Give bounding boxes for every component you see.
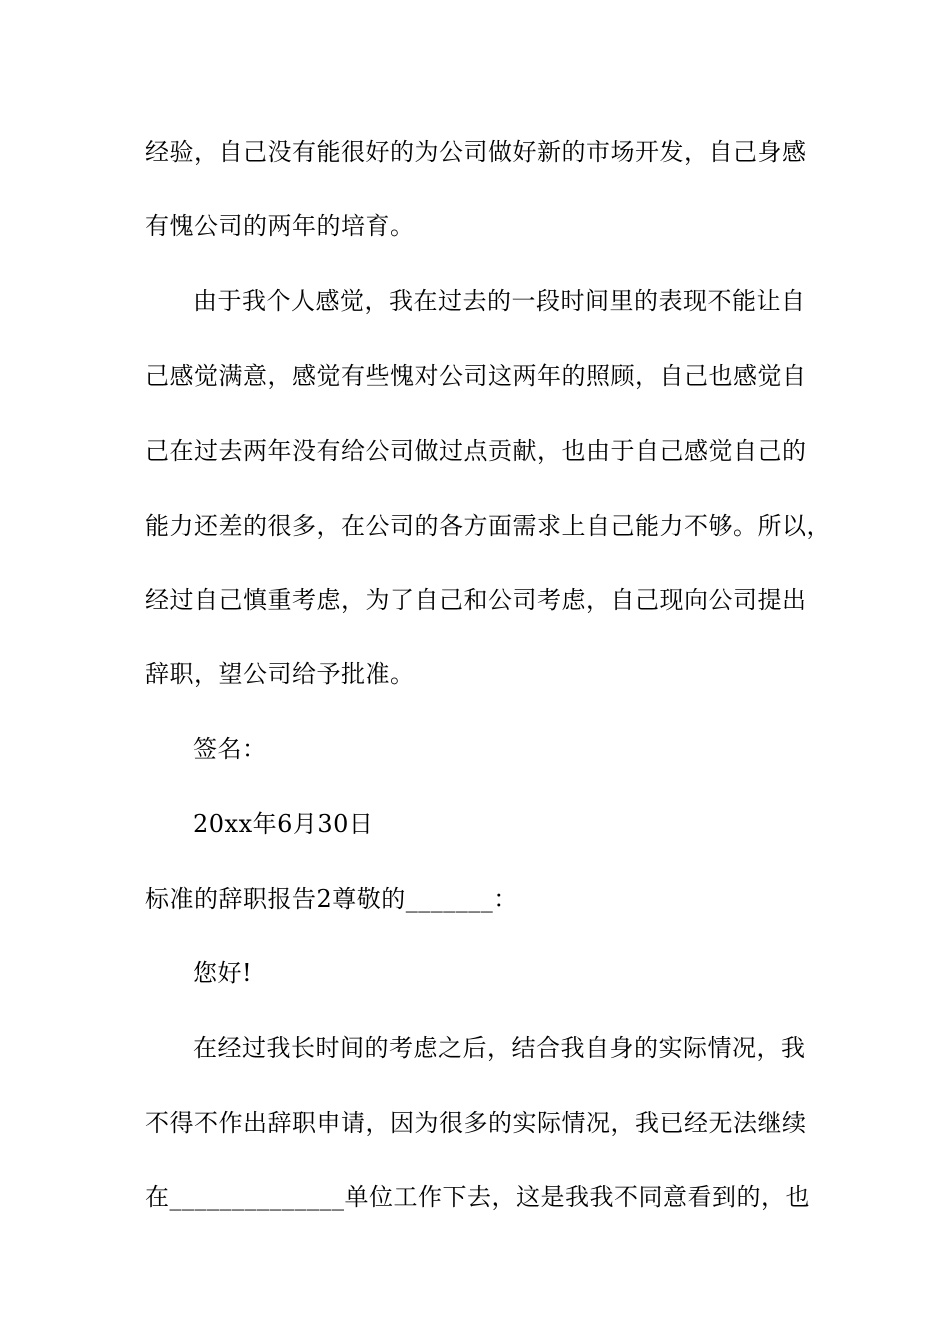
text-line: 不得不作出辞职申请，因为很多的实际情况，我已经无法继续 — [145, 1109, 807, 1137]
text-line: 经过自己慎重考虑，为了自己和公司考虑，自己现向公司提出 — [145, 586, 807, 614]
text-line: 经验，自己没有能很好的为公司做好新的市场开发，自己身感 — [145, 138, 807, 166]
section-heading: 标准的辞职报告2尊敬的_______： — [145, 885, 518, 913]
signature-label: 签名： — [193, 735, 267, 763]
paragraph-start: 由于我个人感觉，我在过去的一段时间里的表现不能让自 — [193, 287, 806, 315]
text-line: 己在过去两年没有给公司做过点贡献，也由于自己感觉自己的 — [145, 437, 807, 465]
text-line: 己感觉满意，感觉有些愧对公司这两年的照顾，自己也感觉自 — [145, 362, 807, 390]
text-line: 辞职，望公司给予批准。 — [145, 660, 415, 688]
text-line: 有愧公司的两年的培育。 — [145, 212, 415, 240]
text-line: 能力还差的很多，在公司的各方面需求上自己能力不够。所以， — [145, 512, 831, 540]
date-line: 20xx年6月30日 — [193, 810, 374, 838]
paragraph-start: 在经过我长时间的考虑之后，结合我自身的实际情况，我 — [193, 1034, 806, 1062]
greeting: 您好! — [193, 959, 253, 987]
text-line: 在______________单位工作下去，这是我我不同意看到的，也 — [145, 1183, 810, 1211]
